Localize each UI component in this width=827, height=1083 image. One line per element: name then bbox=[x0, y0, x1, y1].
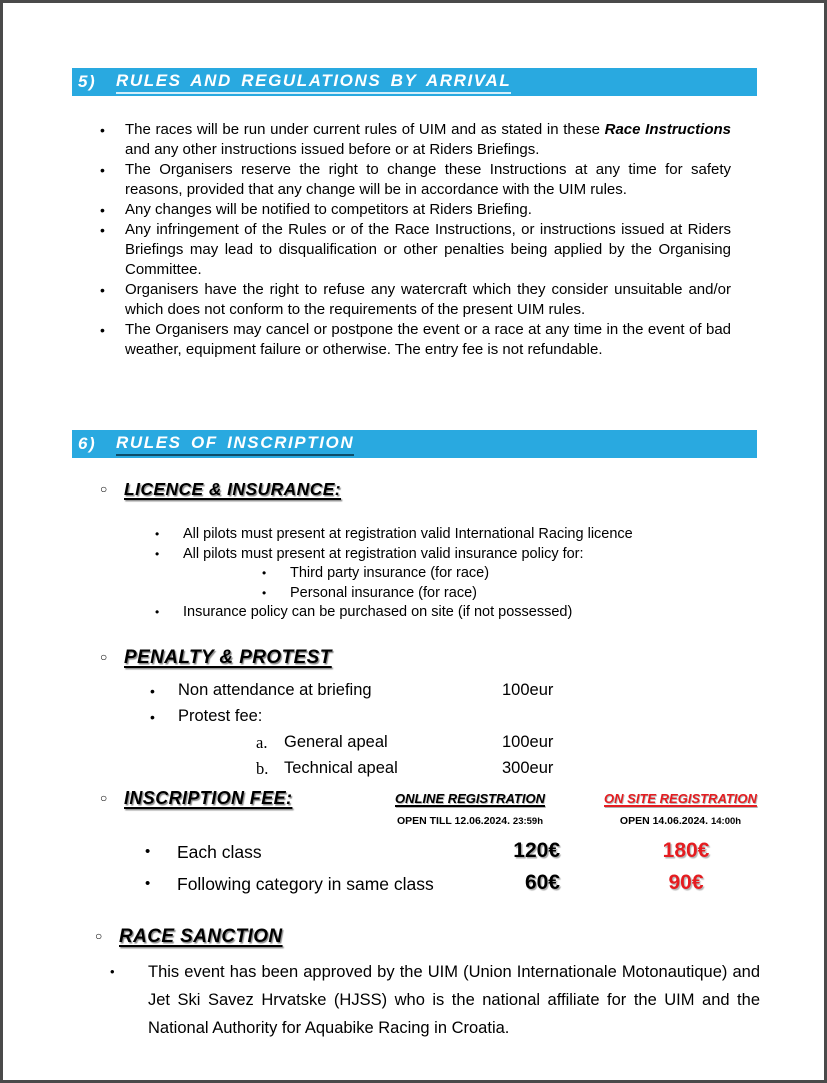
fee-online-price: 120€ bbox=[513, 839, 560, 862]
onsite-registration-header: ON SITE REGISTRATION bbox=[604, 791, 757, 806]
list-item bbox=[100, 160, 731, 200]
penalty-row bbox=[3, 681, 763, 705]
race-sanction-heading-text: RACE SANCTION bbox=[119, 926, 283, 947]
list-item bbox=[155, 545, 715, 565]
list-item bbox=[155, 525, 715, 545]
fee-label: Each class bbox=[177, 842, 262, 862]
onsite-open-time: 14:00h bbox=[710, 816, 742, 827]
circle-bullet-icon: ○ bbox=[100, 791, 108, 805]
list-item bbox=[100, 280, 731, 320]
list-item bbox=[155, 603, 715, 623]
licence-list bbox=[155, 525, 715, 623]
inscription-fee-heading-text: INSCRIPTION FEE: bbox=[124, 788, 293, 808]
race-sanction-text: This event has been approved by the UIM (Union Internationale Motonautique) and Jet Ski Savez Hrvatske (HJSS) who is the national affiliate for the UIM and the National Authority for Aquabike Racing in Croatia. bbox=[148, 963, 760, 1037]
bullet-icon: • bbox=[150, 683, 155, 699]
bullet-text: Any infringement of the Rules or of the Race Instructions, or instructions issued at Riders Briefings may lead to disqualification or other penalties being applied by the Organising Committee. bbox=[125, 221, 731, 278]
section5-number: 5) bbox=[78, 72, 97, 91]
online-open-time: 23:59h bbox=[512, 816, 544, 827]
bullet-icon: • bbox=[100, 122, 105, 138]
bullet-text-bold: Race Instructions bbox=[604, 121, 731, 138]
bullet-text-part: The races will be run under current rules of UIM and as stated in these bbox=[125, 121, 605, 138]
list-item bbox=[155, 564, 715, 584]
list-marker: a. bbox=[256, 733, 268, 752]
online-open-date-text: OPEN TILL 12.06.2024. bbox=[396, 815, 510, 827]
bullet-text: All pilots must present at registration valid International Racing licence bbox=[183, 526, 633, 542]
bullet-text: Insurance policy can be purchased on site (if not possessed) bbox=[183, 604, 573, 620]
bullet-text: Personal insurance (for race) bbox=[290, 584, 477, 601]
circle-bullet-icon: ○ bbox=[100, 650, 108, 664]
bullet-icon: • bbox=[145, 875, 151, 892]
bullet-icon: • bbox=[262, 585, 267, 600]
online-registration-header: ONLINE REGISTRATION bbox=[395, 791, 545, 806]
penalty-row bbox=[3, 733, 763, 757]
fee-onsite-price: 180€ bbox=[662, 839, 710, 862]
bullet-text: Any changes will be notified to competitors at Riders Briefing. bbox=[125, 201, 532, 218]
penalty-value: 100eur bbox=[502, 681, 554, 699]
fee-label: Following category in same class bbox=[177, 874, 434, 894]
onsite-open-date-text: OPEN 14.06.2024. bbox=[619, 815, 709, 827]
section6-title: RULES OF INSCRIPTION bbox=[116, 433, 354, 456]
section6-number: 6) bbox=[78, 434, 97, 453]
fee-row bbox=[3, 871, 783, 902]
list-item bbox=[100, 320, 731, 360]
bullet-text: All pilots must present at registration valid insurance policy for: bbox=[183, 545, 584, 562]
section5-banner bbox=[72, 68, 757, 96]
penalty-value: 100eur bbox=[502, 733, 554, 751]
onsite-open-date bbox=[598, 815, 763, 827]
list-item bbox=[100, 120, 731, 160]
bullet-icon: • bbox=[155, 605, 160, 619]
list-item bbox=[100, 200, 731, 220]
penalty-label: General apeal bbox=[284, 733, 388, 751]
bullet-icon: • bbox=[100, 222, 105, 238]
section5-bullet-list bbox=[100, 120, 731, 360]
penalty-heading bbox=[100, 647, 332, 669]
section5-title: RULES AND REGULATIONS BY ARRIVAL bbox=[116, 71, 511, 94]
bullet-icon: • bbox=[150, 709, 155, 725]
list-marker: b. bbox=[256, 759, 269, 778]
penalty-row bbox=[3, 759, 763, 783]
bullet-text: Third party insurance (for race) bbox=[290, 565, 490, 581]
inscription-fee-heading bbox=[100, 788, 292, 809]
circle-bullet-icon: ○ bbox=[95, 929, 103, 943]
penalty-value: 300eur bbox=[502, 759, 554, 777]
bullet-icon: • bbox=[145, 843, 151, 860]
circle-bullet-icon: ○ bbox=[100, 482, 108, 496]
penalty-label: Technical apeal bbox=[284, 759, 398, 777]
licence-heading bbox=[100, 479, 341, 500]
bullet-icon: • bbox=[155, 546, 160, 561]
penalty-row bbox=[3, 707, 763, 731]
list-item bbox=[155, 584, 715, 604]
penalty-label: Non attendance at briefing bbox=[178, 681, 372, 699]
bullet-text-part: and any other instructions issued before or at Riders Briefings. bbox=[125, 141, 540, 158]
fee-online-price: 60€ bbox=[524, 871, 560, 894]
penalty-label: Protest fee: bbox=[178, 707, 263, 725]
bullet-icon: • bbox=[262, 566, 267, 580]
fee-row bbox=[3, 839, 783, 870]
list-item bbox=[100, 220, 731, 280]
bullet-text: The Organisers may cancel or postpone the event or a race at any time in the event of bad weather, equipment failure or otherwise. The entry fee is not refundable. bbox=[125, 321, 731, 358]
bullet-text: The Organisers reserve the right to change these Instructions at any time for safety reasons, provided that any change will be in accordance with the UIM rules. bbox=[125, 161, 731, 198]
online-open-date bbox=[386, 815, 554, 827]
bullet-icon: • bbox=[100, 282, 105, 298]
bullet-icon: • bbox=[100, 162, 105, 178]
bullet-text: Organisers have the right to refuse any watercraft which they consider unsuitable and/or which does not conform to the requirements of the present UIM rules. bbox=[125, 281, 731, 318]
bullet-icon: • bbox=[100, 202, 105, 218]
race-sanction-heading bbox=[95, 926, 283, 948]
licence-heading-text: LICENCE & INSURANCE: bbox=[124, 479, 342, 499]
race-sanction-paragraph bbox=[110, 958, 760, 1042]
bullet-icon: • bbox=[100, 322, 105, 338]
section6-banner bbox=[72, 430, 757, 458]
bullet-icon: • bbox=[155, 527, 160, 541]
penalty-heading-text: PENALTY & PROTEST bbox=[124, 647, 332, 668]
bullet-icon: • bbox=[110, 964, 115, 979]
fee-onsite-price: 90€ bbox=[668, 871, 704, 894]
bullet-text bbox=[125, 120, 731, 160]
